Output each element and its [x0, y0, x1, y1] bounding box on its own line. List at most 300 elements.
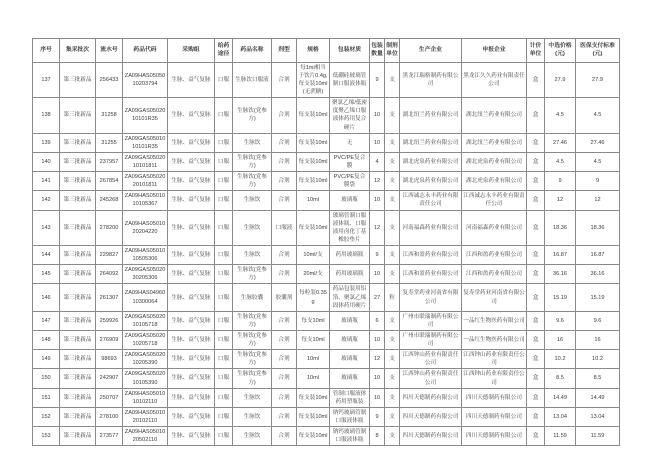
table-cell: 合剂	[272, 427, 297, 446]
table-cell: 276909	[96, 330, 123, 349]
table-cell: 支	[385, 427, 400, 446]
table-cell: 264092	[96, 265, 123, 284]
table-cell: 生脉饮	[233, 388, 272, 407]
table-cell: 湖北虎泉药业有限公司	[400, 152, 462, 171]
table-cell: 第三批新品	[60, 284, 96, 311]
table-cell: 9	[576, 172, 620, 191]
table-row	[33, 152, 620, 171]
table-cell: ZA09HAS04960 10300064	[123, 284, 168, 311]
table-cell: ZA09GAS05020 10205718	[123, 330, 168, 349]
table-cell: 低硼硅玻璃管制口服液体瓶	[330, 62, 370, 97]
table-cell: 支	[385, 172, 400, 191]
table-cell: 生脉饮(党参方)	[233, 172, 272, 191]
table-cell: 江西诚志永丰药业有限责任公司	[400, 191, 462, 210]
column-header: 计价单位	[527, 39, 545, 63]
table-cell: 第三批新品	[60, 407, 96, 426]
table-cell: 每支装10ml	[297, 172, 330, 191]
table-cell: 每支装10ml	[297, 388, 330, 407]
table-cell: 第三批新品	[60, 427, 96, 446]
table-cell: 支	[385, 388, 400, 407]
column-header: 药品名称	[233, 39, 272, 63]
table-cell: 盒	[527, 350, 545, 369]
table-row	[33, 265, 620, 284]
table-cell: 12	[545, 191, 576, 210]
table-cell: 10.2	[545, 350, 576, 369]
table-cell: 31258	[96, 98, 123, 133]
table-cell: 4	[370, 152, 385, 171]
table-cell: 生脉、益气复脉	[168, 407, 215, 426]
table-cell: 9.6	[576, 311, 620, 330]
table-cell: 玻璃瓶	[330, 311, 370, 330]
table-cell: 盒	[527, 265, 545, 284]
table-cell: 湖北纽兰药业有限公司	[400, 98, 462, 133]
column-header: 集采批次	[60, 39, 96, 63]
table-cell: 138	[33, 98, 60, 133]
table-cell: 第三批新品	[60, 210, 96, 245]
table-cell: 药用玻璃瓶	[330, 265, 370, 284]
table-cell: 生脉、益气复脉	[168, 369, 215, 388]
table-cell: 150	[33, 369, 60, 388]
table-cell: 口服	[215, 369, 233, 388]
table-cell: 江西钟山药业有限责任公司	[462, 350, 527, 369]
table-cell: 支	[385, 407, 400, 426]
table-cell: 278100	[96, 407, 123, 426]
table-cell: 口服	[215, 427, 233, 446]
table-cell: 250707	[96, 388, 123, 407]
table-cell: 盒	[527, 191, 545, 210]
table-cell: 合剂	[272, 172, 297, 191]
table-cell: 生脉、益气复脉	[168, 427, 215, 446]
table-cell: 江西钟山药业有限责任公司	[462, 369, 527, 388]
table-cell: 生脉、益气复脉	[168, 350, 215, 369]
table-cell: 口服	[215, 191, 233, 210]
table-cell: 口服	[215, 265, 233, 284]
table-cell: 98693	[96, 350, 123, 369]
table-cell: ZA09GAS05020 10105718	[123, 311, 168, 330]
column-header: 剂型	[272, 39, 297, 63]
table-cell: 每支装10ml	[297, 98, 330, 133]
table-cell: 口服	[215, 350, 233, 369]
column-header: 序号	[33, 39, 60, 63]
table-cell: 144	[33, 245, 60, 264]
table-cell: 口服	[215, 284, 233, 311]
table-cell: 合剂	[272, 265, 297, 284]
table-cell: 管制口服液体药用塑瓶装	[330, 388, 370, 407]
table-cell: 16	[576, 330, 620, 349]
table-cell: 14.49	[545, 388, 576, 407]
table-cell: 10	[370, 98, 385, 133]
table-cell: 一品红生物医药有限公司	[462, 330, 527, 349]
table-cell: 12	[576, 191, 620, 210]
table-cell: ZA09HAS05010 20204220	[123, 210, 168, 245]
table-cell: 13.04	[545, 407, 576, 426]
column-header: 流水号	[96, 39, 123, 63]
table-cell: 江西诚志永丰药业有限责任公司	[462, 191, 527, 210]
table-cell: 河南福森药业有限公司	[400, 210, 462, 245]
table-cell: 河南福森药业有限公司	[462, 210, 527, 245]
table-cell: 江西和盈药业有限公司	[400, 265, 462, 284]
table-cell: ZA09GAS05020 30205306	[123, 265, 168, 284]
column-header: 生产企业	[400, 39, 462, 63]
table-cell: 生脉饮(党参方)	[233, 369, 272, 388]
table-cell: 四川天德制药有限公司	[462, 427, 527, 446]
table-cell: 27.46	[545, 133, 576, 152]
table-cell: 合剂	[272, 330, 297, 349]
table-cell: 生脉饮(党参方)	[233, 152, 272, 171]
table-cell: 湖北虎泉药业有限公司	[400, 172, 462, 191]
table-cell: 合剂	[272, 191, 297, 210]
table-cell: 10	[370, 265, 385, 284]
table-cell: 278200	[96, 210, 123, 245]
table-cell: ZA09HAS05010 20502110	[123, 427, 168, 446]
table-cell: 复寿堂药业河南省有限公司	[400, 284, 462, 311]
table-cell: 10ml	[297, 350, 330, 369]
table-cell: 生脉饮(党参方)	[233, 98, 272, 133]
table-cell: 18.36	[545, 210, 576, 245]
table-cell: 口服	[215, 311, 233, 330]
table-cell: 四川天德制药有限公司	[400, 427, 462, 446]
table-cell: 生脉、益气复脉	[168, 62, 215, 97]
table-cell: 生脉饮(党参方)	[233, 350, 272, 369]
table-cell: 支	[385, 369, 400, 388]
table-cell: 口服	[215, 152, 233, 171]
table-cell: 生脉、益气复脉	[168, 284, 215, 311]
table-cell: 第三批新品	[60, 62, 96, 97]
table-cell: 142	[33, 191, 60, 210]
table-cell: 玻璃瓶	[330, 191, 370, 210]
table-cell: 合剂	[272, 62, 297, 97]
table-cell: 第三批新品	[60, 152, 96, 171]
table-cell: PVC/PE复合膜袋	[330, 172, 370, 191]
table-cell: 口服	[215, 98, 233, 133]
table-cell: 玻璃瓶	[330, 369, 370, 388]
table-cell: 259926	[96, 311, 123, 330]
table-cell: 148	[33, 330, 60, 349]
table-cell: 支	[385, 152, 400, 171]
table-cell: 盒	[527, 172, 545, 191]
column-header: 制剂单位	[385, 39, 400, 63]
table-cell: 4.5	[545, 152, 576, 171]
header-row	[33, 39, 620, 63]
table-row	[33, 245, 620, 264]
table-cell: 生脉饮(党参方)	[233, 311, 272, 330]
table-cell: 口服	[215, 133, 233, 152]
table-cell: 支	[385, 311, 400, 330]
table-cell: 支	[385, 133, 400, 152]
table-cell: 江西钟山药业有限责任公司	[400, 369, 462, 388]
table-cell: 一品红生物医药有限公司	[462, 311, 527, 330]
table-cell: 每支10ml	[297, 311, 330, 330]
table-cell: ZA09HAS05010 10505306	[123, 245, 168, 264]
table-cell: 9	[545, 172, 576, 191]
table-cell: 江西和盈药业有限公司	[462, 245, 527, 264]
table-cell: 137	[33, 62, 60, 97]
table-cell: 支	[385, 245, 400, 264]
table-cell: 261307	[96, 284, 123, 311]
table-cell: 151	[33, 388, 60, 407]
table-cell: 第三批新品	[60, 245, 96, 264]
table-cell: 16.87	[576, 245, 620, 264]
table-cell: 每支装10ml	[297, 407, 330, 426]
table-row	[33, 191, 620, 210]
table-cell: 149	[33, 350, 60, 369]
table-cell: 聚氯乙烯/低密度聚乙烯口服液体药用复合硬片	[330, 98, 370, 133]
table-cell: 玻璃管制口服液体瓶、口服液用卤化丁基橡胶垫片	[330, 210, 370, 245]
table-cell: 支	[385, 330, 400, 349]
table-row	[33, 133, 620, 152]
table-cell: 合剂	[272, 388, 297, 407]
table-cell: 玻璃瓶	[330, 350, 370, 369]
table-cell: 生脉、益气复脉	[168, 133, 215, 152]
table-cell: 146	[33, 284, 60, 311]
table-cell: ZA09GAS05020 10205390	[123, 350, 168, 369]
table-cell: 支	[385, 210, 400, 245]
table-cell: 盒	[527, 330, 545, 349]
table-cell: 第三批新品	[60, 133, 96, 152]
table-cell: 14.49	[576, 388, 620, 407]
table-cell: 药用玻璃瓶	[330, 245, 370, 264]
table-cell: 16.87	[545, 245, 576, 264]
table-cell: 合剂	[272, 369, 297, 388]
table-row	[33, 407, 620, 426]
column-header: 医保支付标准(元)	[576, 39, 620, 63]
table-row	[33, 284, 620, 311]
table-cell: ZA09GAS05020 10101811	[123, 152, 168, 171]
table-cell: 盒	[527, 427, 545, 446]
table-cell: 273577	[96, 427, 123, 446]
table-cell: 四川天德制药有限公司	[462, 407, 527, 426]
table-cell: 36.16	[545, 265, 576, 284]
table-cell: 10	[370, 330, 385, 349]
table-cell: 盒	[527, 98, 545, 133]
table-cell: 4.5	[545, 98, 576, 133]
table-cell: 10	[370, 191, 385, 210]
table-cell: 生脉饮	[233, 210, 272, 245]
table-cell: 盒	[527, 152, 545, 171]
table-cell: 每支装10ml	[297, 133, 330, 152]
table-cell: 生脉饮	[233, 133, 272, 152]
table-cell: 27.46	[576, 133, 620, 152]
table-cell: 9	[370, 407, 385, 426]
table-cell: 生脉、益气复脉	[168, 245, 215, 264]
table-cell: 第三批新品	[60, 98, 96, 133]
column-header: 采购组	[168, 39, 215, 63]
table-row	[33, 98, 620, 133]
table-cell: 江西和盈药业有限公司	[462, 265, 527, 284]
table-cell: 四川天德制药有限公司	[400, 407, 462, 426]
table-cell: 生脉、益气复脉	[168, 388, 215, 407]
column-header: 包装材质	[330, 39, 370, 63]
table-body	[33, 62, 620, 445]
table-cell: 第三批新品	[60, 388, 96, 407]
table-cell: 第三批新品	[60, 350, 96, 369]
table-row	[33, 62, 620, 97]
table-cell: 生脉、益气复脉	[168, 191, 215, 210]
table-cell: 盒	[527, 369, 545, 388]
table-cell: 12	[370, 210, 385, 245]
table-row	[33, 388, 620, 407]
table-cell: 湖北虎泉药业有限公司	[462, 172, 527, 191]
table-cell: 生脉饮(党参方)	[233, 265, 272, 284]
table-cell: 黑龙江瑞格制药有限公司	[400, 62, 462, 97]
table-cell: 钠钙玻璃管制口服液体瓶	[330, 407, 370, 426]
table-cell: 242907	[96, 369, 123, 388]
table-cell: 合剂	[272, 152, 297, 171]
table-cell: 玻璃瓶	[330, 330, 370, 349]
table-cell: 9	[370, 245, 385, 264]
table-cell: 8.5	[576, 369, 620, 388]
table-cell: 湖北纽兰药业有限公司	[462, 98, 527, 133]
table-cell: 四川天德制药有限公司	[400, 388, 462, 407]
table-cell: 145	[33, 265, 60, 284]
table-cell: ZA09HAS05050 10203794	[123, 62, 168, 97]
table-cell: 8.5	[545, 369, 576, 388]
table-cell: 支	[385, 191, 400, 210]
table-cell: 每支装10ml	[297, 427, 330, 446]
table-cell: 口服	[215, 210, 233, 245]
table-cell: 36.16	[576, 265, 620, 284]
column-header: 给药途径	[215, 39, 233, 63]
table-cell: 10	[370, 369, 385, 388]
drug-procurement-price-table	[32, 38, 620, 446]
table-cell: 10ml	[297, 369, 330, 388]
table-cell: 每粒装0.35g	[297, 284, 330, 311]
table-cell: 生脉胶囊	[233, 284, 272, 311]
table-cell: 139	[33, 133, 60, 152]
table-cell: 每支装10ml	[297, 210, 330, 245]
table-cell: 口服	[215, 245, 233, 264]
table-cell: 10	[370, 133, 385, 152]
table-cell: 生脉、益气复脉	[168, 98, 215, 133]
table-cell: 15.19	[545, 284, 576, 311]
table-cell: 18.36	[576, 210, 620, 245]
table-cell: PVC/PE复合膜	[330, 152, 370, 171]
table-cell: 合剂	[272, 133, 297, 152]
table-cell: 245268	[96, 191, 123, 210]
table-cell: 4.5	[576, 152, 620, 171]
table-cell: 140	[33, 152, 60, 171]
table-row	[33, 350, 620, 369]
table-row	[33, 311, 620, 330]
table-cell: 12	[370, 172, 385, 191]
table-cell: 钠钙玻璃管制口服液体瓶	[330, 427, 370, 446]
table-cell: 粒	[385, 284, 400, 311]
table-cell: 4.5	[576, 98, 620, 133]
table-cell: 27.9	[576, 62, 620, 97]
table-cell: 合剂	[272, 407, 297, 426]
table-cell: 支	[385, 62, 400, 97]
table-cell: 生脉、益气复脉	[168, 152, 215, 171]
table-cell: 湖北虎泉药业有限公司	[462, 152, 527, 171]
table-cell: 生脉、益气复脉	[168, 210, 215, 245]
table-cell: ZA09HAS05010 10105367	[123, 191, 168, 210]
table-row	[33, 427, 620, 446]
table-cell: 支	[385, 98, 400, 133]
table-cell: 141	[33, 172, 60, 191]
table-cell: 8	[370, 427, 385, 446]
table-cell: 生脉、益气复脉	[168, 172, 215, 191]
table-cell: 药品包装用铝箔、聚氯乙烯固体药用硬片	[330, 284, 370, 311]
table-cell: 口服	[215, 62, 233, 97]
table-cell: 256433	[96, 62, 123, 97]
table-cell: 生脉、益气复脉	[168, 265, 215, 284]
column-header: 中选价格(元)	[545, 39, 576, 63]
table-cell: ZA09GAS05020 20101811	[123, 172, 168, 191]
column-header: 药品代码	[123, 39, 168, 63]
table-cell: 9.6	[545, 311, 576, 330]
table-cell: 盒	[527, 62, 545, 97]
table-cell: 生脉、益气复脉	[168, 330, 215, 349]
table-cell: 盒	[527, 407, 545, 426]
table-cell: 152	[33, 407, 60, 426]
table-cell: 江西钟山药业有限责任公司	[400, 350, 462, 369]
table-cell: 237957	[96, 152, 123, 171]
table-cell: 口服	[215, 330, 233, 349]
table-cell: ZA09HAS05010 10102110	[123, 388, 168, 407]
table-cell: 第三批新品	[60, 172, 96, 191]
table-cell: 15.19	[576, 284, 620, 311]
table-cell: 143	[33, 210, 60, 245]
table-cell: 27.9	[545, 62, 576, 97]
table-cell: 口服液	[272, 210, 297, 245]
table-cell: 生脉饮	[233, 407, 272, 426]
table-cell: 盒	[527, 133, 545, 152]
table-cell: 广州市联瑞制药有限公司	[400, 311, 462, 330]
table-cell: 147	[33, 311, 60, 330]
table-cell: 6	[370, 311, 385, 330]
table-cell: 10ml/支	[297, 245, 330, 264]
table-cell: 第三批新品	[60, 369, 96, 388]
table-cell: 10ml	[297, 191, 330, 210]
table-cell: 第三批新品	[60, 311, 96, 330]
table-cell: 口服	[215, 172, 233, 191]
table-cell: 复寿堂药业河南省有限公司	[462, 284, 527, 311]
table-cell: 合剂	[272, 311, 297, 330]
column-header: 规格	[297, 39, 330, 63]
table-cell: 支	[385, 350, 400, 369]
table-cell: ZA09GAS05020 10105390	[123, 369, 168, 388]
column-header: 包装数量	[370, 39, 385, 63]
table-cell: 湖北纽兰药业有限公司	[400, 133, 462, 152]
table-cell: 9	[370, 62, 385, 97]
table-row	[33, 330, 620, 349]
table-cell: 口服	[215, 388, 233, 407]
table-cell: 第三批新品	[60, 330, 96, 349]
table-cell: 27	[370, 284, 385, 311]
table-cell: 生脉饮	[233, 245, 272, 264]
table-row	[33, 210, 620, 245]
table-cell: ZA09GAS05010 10101R35	[123, 133, 168, 152]
table-cell: 生脉饮	[233, 191, 272, 210]
table-cell: 31255	[96, 133, 123, 152]
table-cell: 支	[385, 265, 400, 284]
table-cell: 10	[370, 388, 385, 407]
table-cell: 合剂	[272, 350, 297, 369]
table-cell: 广州市联瑞制药有限公司	[400, 330, 462, 349]
table-cell: 第三批新品	[60, 191, 96, 210]
table-cell: 四川天德制药有限公司	[462, 388, 527, 407]
table-cell: 合剂	[272, 98, 297, 133]
table-cell: 10.2	[576, 350, 620, 369]
table-cell: 合剂	[272, 245, 297, 264]
table-cell: 江西和盈药业有限公司	[400, 245, 462, 264]
table-cell: 153	[33, 427, 60, 446]
table-cell: 盒	[527, 284, 545, 311]
table-cell: 口服	[215, 407, 233, 426]
table-cell: 生脉饮	[233, 427, 272, 446]
table-cell: 盒	[527, 388, 545, 407]
table-cell: 盒	[527, 245, 545, 264]
